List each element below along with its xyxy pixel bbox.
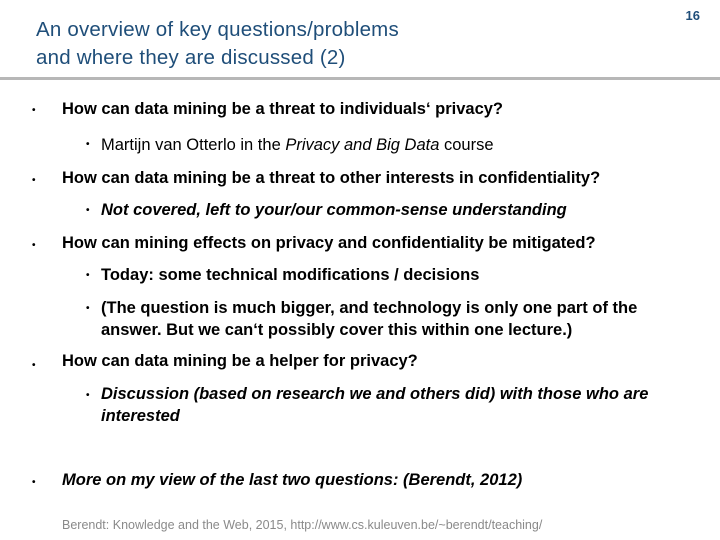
question-4-sub-1-line-1: Discussion (based on research we and others did) with those who are: [101, 385, 649, 403]
slide-title: [36, 16, 596, 72]
question-3-sub-2-line-1: (The question is much bigger, and technology is only one part of the: [101, 299, 638, 317]
bullet-icon: •: [86, 139, 90, 150]
slide-title-line-1: An overview of key questions/problems: [36, 18, 399, 41]
question-1: How can data mining be a threat to individuals‘ privacy?: [62, 100, 504, 118]
question-4-sub-1-line-2: interested: [101, 407, 180, 425]
slide-number: 16: [685, 8, 700, 23]
question-2: How can data mining be a threat to other interests in confidentiality?: [62, 169, 601, 187]
course-name: Privacy and Big Data: [285, 136, 440, 154]
slide-title-line-2: and where they are discussed (2): [36, 46, 346, 69]
question-3-sub-1: Today: some technical modifications / decisions: [101, 266, 480, 284]
bullet-icon: •: [32, 360, 36, 371]
bullet-icon: •: [86, 390, 90, 401]
bullet-icon: •: [32, 175, 36, 186]
title-divider: [0, 77, 720, 80]
bullet-icon: •: [86, 205, 90, 216]
footer-citation: Berendt: Knowledge and the Web, 2015, http://www.cs.kuleuven.be/~berendt/teaching/: [62, 518, 543, 532]
question-4: How can data mining be a helper for privacy?: [62, 352, 418, 370]
closing-remark: More on my view of the last two questions: (Berendt, 2012): [62, 471, 523, 489]
question-3-sub-2-line-2: answer. But we can‘t possibly cover this within one lecture.): [101, 321, 573, 339]
sub-text: Martijn van Otterlo in the: [101, 136, 286, 154]
bullet-icon: •: [32, 477, 36, 488]
sub-text: course: [439, 136, 494, 154]
bullet-icon: •: [86, 270, 90, 281]
bullet-icon: •: [32, 105, 36, 116]
bullet-icon: •: [86, 303, 90, 314]
question-3: How can mining effects on privacy and confidentiality be mitigated?: [62, 234, 596, 252]
bullet-icon: •: [32, 240, 36, 251]
question-1-sub-1: [101, 134, 494, 156]
question-2-sub-1: Not covered, left to your/our common-sense understanding: [101, 201, 567, 219]
